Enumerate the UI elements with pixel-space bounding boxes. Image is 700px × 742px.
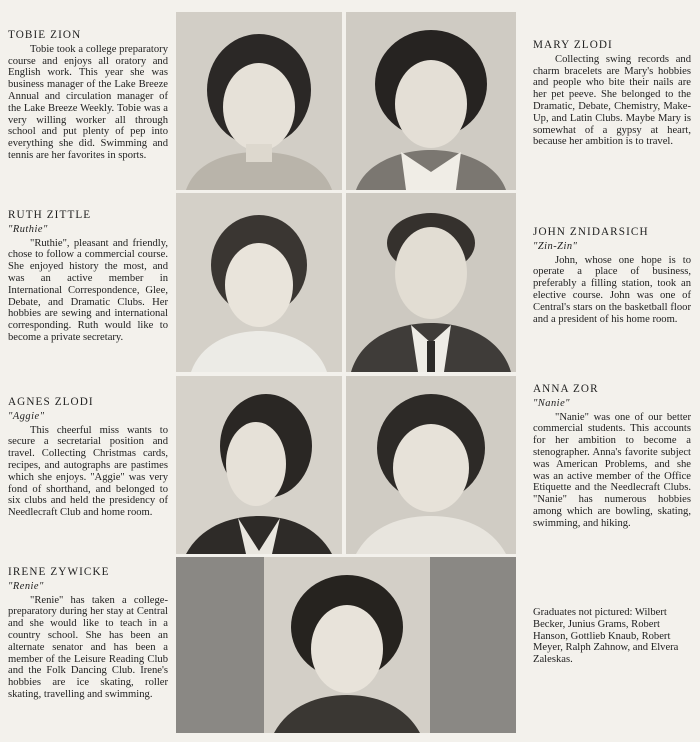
portrait-image <box>346 376 516 554</box>
bio-john-znidarsich <box>533 227 691 325</box>
portrait-ruth-zittle <box>176 193 342 372</box>
portrait-irene-zywicke <box>264 557 430 733</box>
bio-agnes-zlodi <box>8 397 168 519</box>
portrait-image <box>176 193 342 372</box>
student-bio: Tobie took a college preparatory course and enjoys all oratory and English work. This year she was business manager of the Lake Breeze Annual and circulation manager of the Lake Breeze Weekly. Tobie was a very willing worker all through school and put plenty of pep into everything she did. Swimming and tennis are her favorites in sports. <box>8 43 168 161</box>
portrait-tobie-zion <box>176 12 342 190</box>
portrait-image <box>176 12 342 190</box>
portrait-mary-zlodi <box>346 12 516 190</box>
student-name: MARY ZLODI <box>533 39 613 51</box>
not-pictured-text: Graduates not pictured: Wilbert Becker, Junius Grams, Robert Hanson, Gottlieb Knaub, Robert Meyer, Ralph Zahnow, and Elvera Zaleskas. <box>533 607 679 666</box>
not-pictured-note <box>533 607 691 666</box>
student-name: AGNES ZLODI <box>8 396 94 408</box>
bio-tobie-zion <box>8 30 168 162</box>
student-bio: "Ruthie", pleasant and friendly, chose to follow a commercial course. She enjoyed history the most, and was an active member in International Correspondence, Glee, Debate, and Dramatic Clubs. Her hobbies are sewing and international corresponding. Ruth would like to become a private secretary. <box>8 237 168 343</box>
student-nickname: "Ruthie" <box>8 223 48 235</box>
student-name: IRENE ZYWICKE <box>8 566 110 578</box>
filler-panel-right <box>430 557 516 733</box>
student-bio: John, whose one hope is to operate a place of business, preferably a filling station, took an elective course. John was one of Central's stars on the basketball floor and a president of his home room. <box>533 254 691 325</box>
student-nickname: "Nanie" <box>533 397 571 409</box>
bio-irene-zywicke <box>8 567 168 701</box>
student-nickname: "Aggie" <box>8 410 45 422</box>
student-name: JOHN ZNIDARSICH <box>533 226 649 238</box>
portrait-image <box>264 557 430 733</box>
student-nickname: "Renie" <box>8 580 44 592</box>
portrait-image <box>346 12 516 190</box>
student-nickname: "Zin-Zin" <box>533 240 578 252</box>
student-bio: This cheerful miss wants to secure a secretarial position and travel. Collecting Christmas cards, recipes, and autographs are pastimes which she enjoys. "Aggie" was very fond of shorthand, and belonged to six clubs and held the presidency of Needlecraft Club and home room. <box>8 424 168 519</box>
student-name: TOBIE ZION <box>8 29 82 41</box>
student-name: ANNA ZOR <box>533 383 599 395</box>
bio-mary-zlodi <box>533 40 691 148</box>
portrait-anna-zor <box>346 376 516 554</box>
student-bio: Collecting swing records and charm bracelets are Mary's hobbies and people who bite their nails are her pet peeve. She belonged to the Dramatic, Debate, Chemistry, Make-Up, and Latin Clubs. Maybe Mary is somewhat of a gypsy at heart, because her ambition is to travel. <box>533 53 691 148</box>
portrait-agnes-zlodi <box>176 376 342 554</box>
student-bio: "Nanie" was one of our better commercial students. This accounts for her ambition to become a stenographer. Anna's favorite subject was American Problems, and she was an active member of the Office Etiquette and the Needlecraft Clubs. "Nanie" has numerous hobbies among which are bowling, skating, swimming, and hiking. <box>533 411 691 529</box>
filler-panel-left <box>176 557 264 733</box>
portrait-image <box>346 193 516 372</box>
bio-anna-zor <box>533 384 691 530</box>
student-bio: "Renie" has taken a college-preparatory during her stay at Central and she would like to teach in a country school. She has been an alternate senator and has been a member of the Leisure Reading Club and the Folk Dancing Club. Irene's hobbies are ice skating, roller skating, travelling and swimming. <box>8 594 168 700</box>
portrait-john-znidarsich <box>346 193 516 372</box>
bio-ruth-zittle <box>8 210 168 344</box>
student-name: RUTH ZITTLE <box>8 209 92 221</box>
portrait-image <box>176 376 342 554</box>
